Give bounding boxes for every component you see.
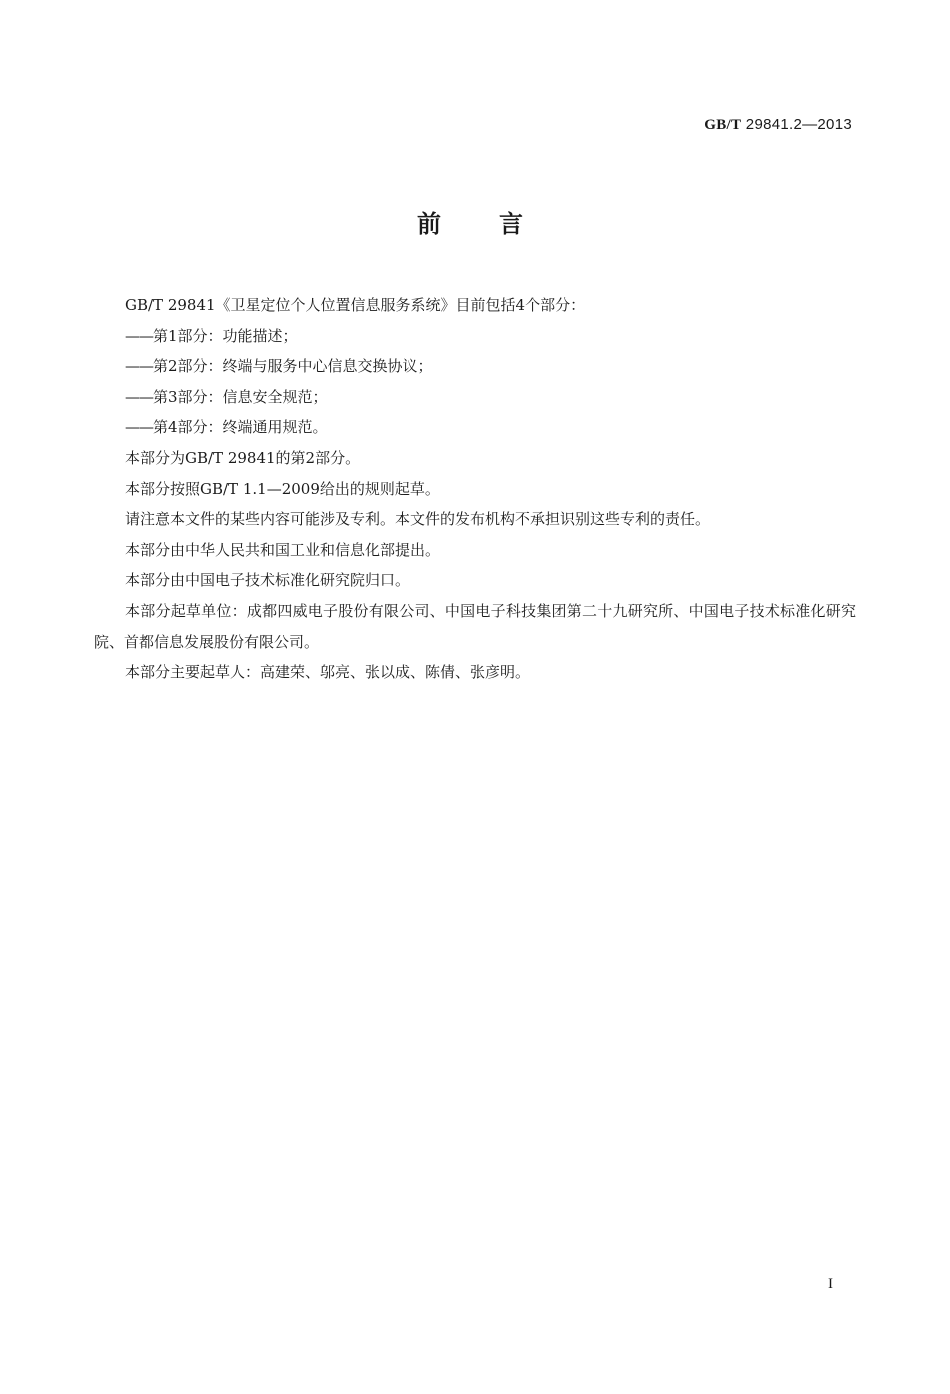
list-item [94,351,856,382]
list-dash: —— [125,326,153,345]
page-title: 前言 [417,210,581,238]
paragraph-part-statement: 本部分为GB/T 29841的第2部分。 [125,448,361,467]
list-item-text: 第1部分：功能描述； [153,326,298,345]
list-item [94,412,856,443]
list-item-text: 第4部分：终端通用规范。 [153,418,328,437]
list-dash: —— [125,357,153,376]
list-dash: —— [125,418,153,437]
foreword-body [94,290,856,688]
paragraph-proposer: 本部分由中华人民共和国工业和信息化部提出。 [125,540,441,559]
list-item-text: 第3部分：信息安全规范； [153,387,328,406]
list-item-text: 第2部分：终端与服务中心信息交换协议； [153,357,433,376]
intro-paragraph: GB/T 29841《卫星定位个人位置信息服务系统》目前包括4个部分： [125,296,586,314]
paragraph-administrator: 本部分由中国电子技术标准化研究院归口。 [125,571,411,590]
paragraph-drafting-rules: 本部分按照GB/T 1.1—2009给出的规则起草。 [125,479,440,498]
page-number: I [828,1276,833,1292]
list-dash: —— [125,387,153,406]
list-item [94,382,856,413]
standard-code [704,116,852,134]
paragraph-drafting-units: 本部分起草单位：成都四威电子股份有限公司、中国电子科技集团第二十九研究所、中国电子技术标准化研究院、首都信息发展股份有限公司。 [94,601,856,651]
standard-number: 29841.2—2013 [745,116,852,133]
list-item [94,321,856,352]
paragraph-drafters: 本部分主要起草人：高建荣、邬亮、张以成、陈倩、张彦明。 [125,663,531,682]
paragraph-patent-notice: 请注意本文件的某些内容可能涉及专利。本文件的发布机构不承担识别这些专利的责任。 [125,510,711,529]
standard-prefix: GB/T [704,117,742,133]
